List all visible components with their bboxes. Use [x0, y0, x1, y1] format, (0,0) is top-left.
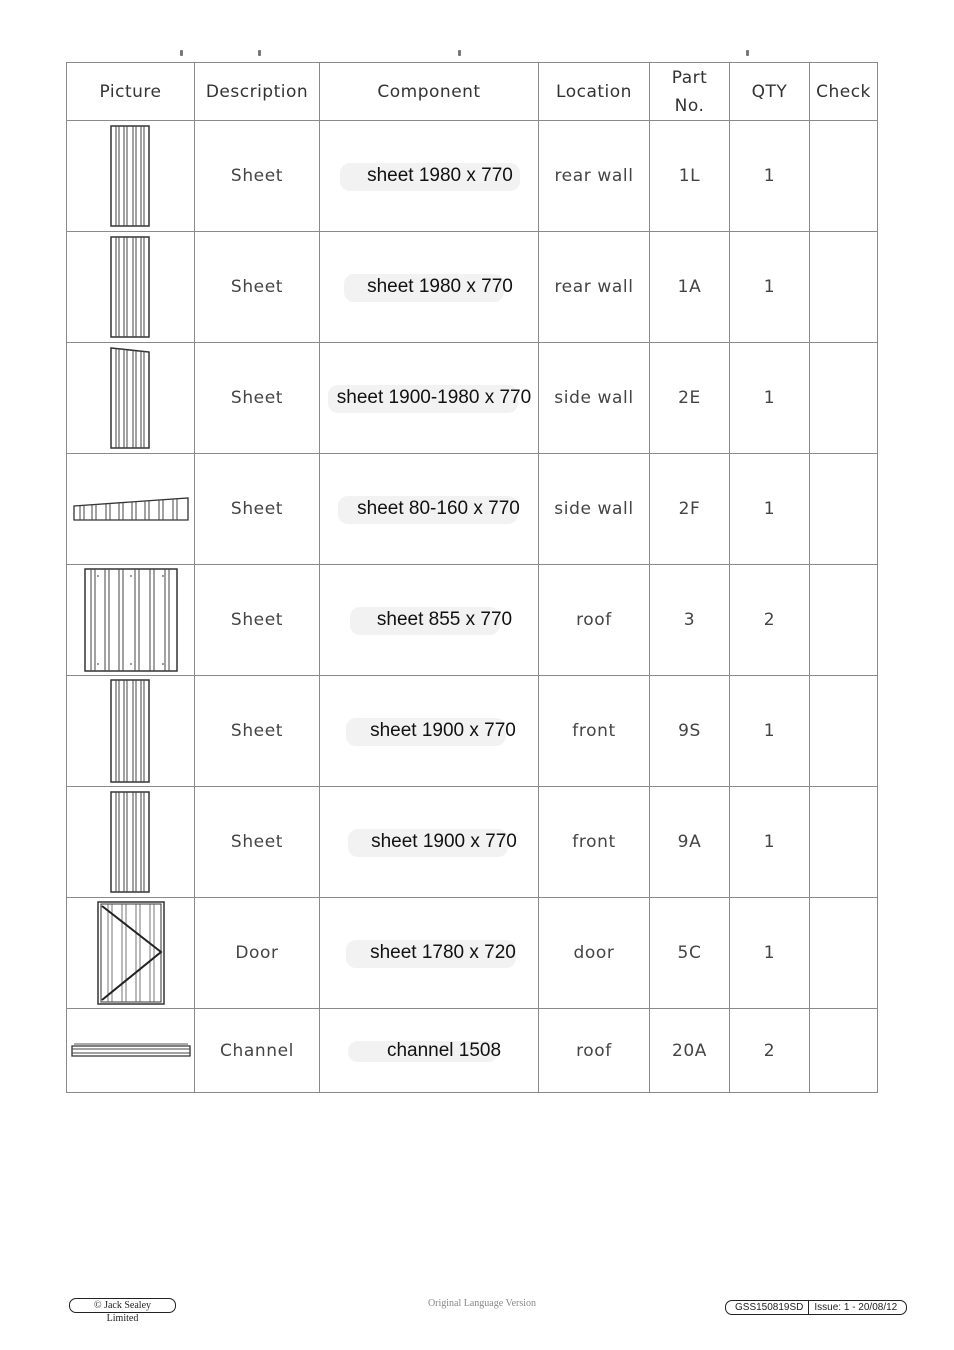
issue-label: Issue: 1 - 20/08/12	[814, 1302, 898, 1313]
picture-cell	[67, 676, 195, 787]
description-cell: Sheet	[195, 454, 320, 565]
language-version-label: Original Language Version	[427, 1298, 537, 1309]
picture-cell	[67, 121, 195, 232]
picture-cell	[67, 232, 195, 343]
sloped-panel-icon	[109, 346, 153, 450]
component-cell	[320, 898, 539, 1009]
tall-panel-icon	[109, 790, 153, 894]
component-text: sheet 1900-1980 x 770	[336, 387, 532, 408]
header-part-no-line2: No.	[674, 95, 705, 116]
document-code-badge	[725, 1300, 907, 1315]
location-cell: roof	[539, 1009, 650, 1093]
roof-sheet-icon	[83, 567, 179, 673]
check-cell[interactable]	[810, 1009, 878, 1093]
location-cell: door	[539, 898, 650, 1009]
part-no-cell: 3	[650, 565, 730, 676]
component-text: sheet 1980 x 770	[367, 165, 513, 186]
picture-cell	[67, 343, 195, 454]
picture-cell	[67, 565, 195, 676]
header-qty: QTY	[730, 63, 810, 121]
part-no-cell: 20A	[650, 1009, 730, 1093]
header-check: Check	[810, 63, 878, 121]
part-no-cell: 1A	[650, 232, 730, 343]
component-cell	[320, 565, 539, 676]
part-no-cell: 9S	[650, 676, 730, 787]
component-text: sheet 80-160 x 770	[357, 498, 520, 519]
parts-list-table	[66, 62, 878, 1093]
location-cell: roof	[539, 565, 650, 676]
check-cell[interactable]	[810, 232, 878, 343]
check-cell[interactable]	[810, 343, 878, 454]
table-row	[67, 121, 878, 232]
component-cell	[320, 343, 539, 454]
table-row	[67, 343, 878, 454]
check-cell[interactable]	[810, 454, 878, 565]
component-cell	[320, 676, 539, 787]
table-row	[67, 1009, 878, 1093]
location-cell: side wall	[539, 343, 650, 454]
location-cell: side wall	[539, 454, 650, 565]
part-no-cell: 1L	[650, 121, 730, 232]
description-cell: Sheet	[195, 121, 320, 232]
qty-cell: 2	[730, 565, 810, 676]
table-row	[67, 787, 878, 898]
tall-panel-icon	[109, 235, 153, 339]
description-cell: Channel	[195, 1009, 320, 1093]
component-cell	[320, 454, 539, 565]
qty-cell: 1	[730, 676, 810, 787]
description-cell: Sheet	[195, 232, 320, 343]
header-part-no-line1: Part	[671, 67, 708, 88]
copyright-label: © Jack Sealey Limited	[69, 1298, 176, 1313]
picture-cell	[67, 454, 195, 565]
header-component: Component	[320, 63, 539, 121]
component-cell	[320, 232, 539, 343]
part-no-cell: 9A	[650, 787, 730, 898]
component-text: sheet 1900 x 770	[371, 831, 517, 852]
location-cell: front	[539, 787, 650, 898]
table-row	[67, 454, 878, 565]
tall-panel-icon	[109, 678, 153, 784]
table-header-row	[67, 63, 878, 121]
component-text: sheet 1780 x 720	[370, 942, 516, 963]
table-row	[67, 232, 878, 343]
picture-cell	[67, 1009, 195, 1093]
check-cell[interactable]	[810, 676, 878, 787]
picture-cell	[67, 787, 195, 898]
document-code: GSS150819SD	[735, 1302, 804, 1313]
qty-cell: 1	[730, 454, 810, 565]
component-text: sheet 855 x 770	[376, 609, 513, 630]
check-cell[interactable]	[810, 898, 878, 1009]
part-no-cell: 5C	[650, 898, 730, 1009]
tall-panel-icon	[109, 124, 153, 228]
table-row	[67, 565, 878, 676]
qty-cell: 1	[730, 232, 810, 343]
component-cell	[320, 787, 539, 898]
qty-cell: 1	[730, 343, 810, 454]
door-icon	[94, 900, 168, 1006]
header-part-no	[650, 63, 730, 121]
component-text: sheet 1900 x 770	[370, 720, 516, 741]
location-cell: rear wall	[539, 232, 650, 343]
header-picture: Picture	[67, 63, 195, 121]
cropped-header-text	[66, 44, 876, 60]
description-cell: Sheet	[195, 676, 320, 787]
check-cell[interactable]	[810, 565, 878, 676]
description-cell: Door	[195, 898, 320, 1009]
check-cell[interactable]	[810, 787, 878, 898]
component-text: channel 1508	[386, 1039, 502, 1061]
channel-icon	[70, 1042, 192, 1060]
header-description: Description	[195, 63, 320, 121]
qty-cell: 1	[730, 121, 810, 232]
description-cell: Sheet	[195, 343, 320, 454]
description-cell: Sheet	[195, 565, 320, 676]
part-no-cell: 2E	[650, 343, 730, 454]
component-cell	[320, 1009, 539, 1093]
check-cell[interactable]	[810, 121, 878, 232]
part-no-cell: 2F	[650, 454, 730, 565]
header-location: Location	[539, 63, 650, 121]
wedge-strip-icon	[72, 496, 190, 522]
picture-cell	[67, 898, 195, 1009]
location-cell: front	[539, 676, 650, 787]
location-cell: rear wall	[539, 121, 650, 232]
qty-cell: 1	[730, 787, 810, 898]
component-text: sheet 1980 x 770	[367, 276, 513, 297]
table-row	[67, 898, 878, 1009]
qty-cell: 1	[730, 898, 810, 1009]
component-cell	[320, 121, 539, 232]
table-row	[67, 676, 878, 787]
qty-cell: 2	[730, 1009, 810, 1093]
description-cell: Sheet	[195, 787, 320, 898]
